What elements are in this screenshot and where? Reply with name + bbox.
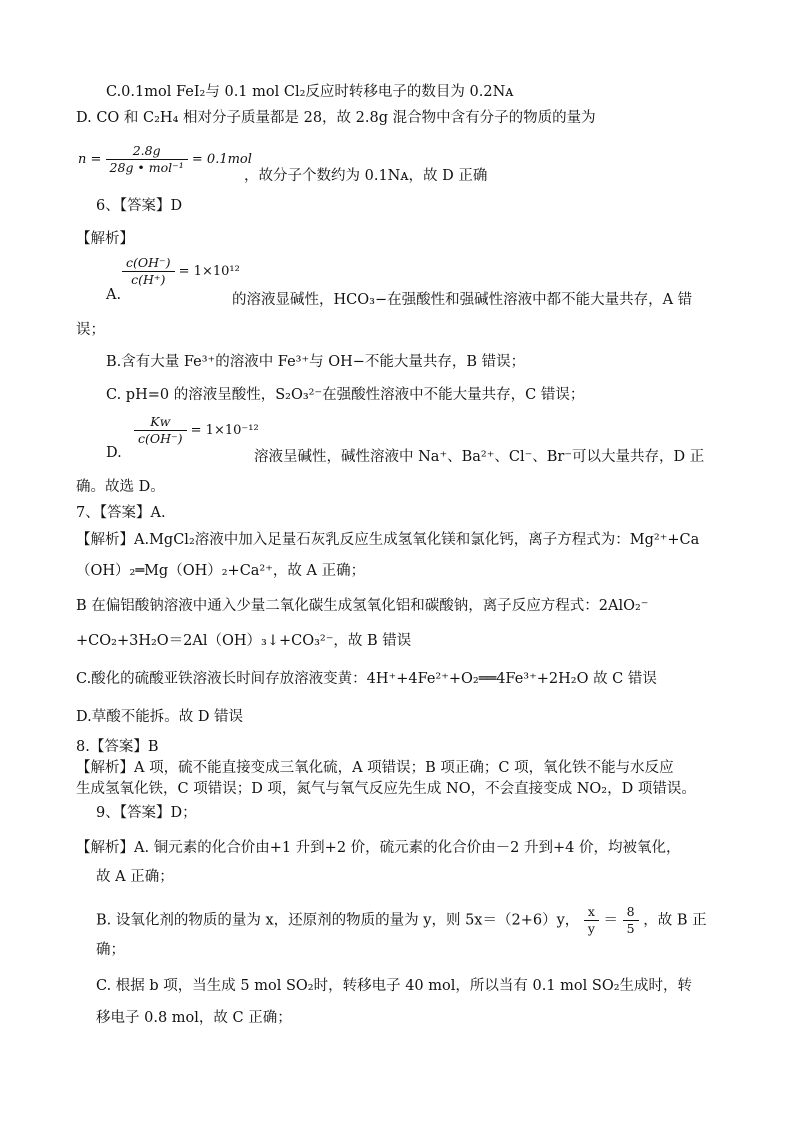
analysis-9c: C. 根据 b 项，当生成 5 mol SO₂时，转移电子 40 mol，所以当有 0.1 mol SO₂生成时，转 — [96, 978, 693, 994]
ratio-xy — [584, 904, 599, 937]
analysis-9b-tail: ，故 B 正 — [643, 912, 707, 929]
option-6d-prefix: D. — [106, 445, 122, 461]
option-6c: C. pH=0 的溶液呈酸性，S₂O₃²⁻在强酸性溶液中不能大量共存，C 错误； — [106, 387, 585, 403]
answer-6: 6、【答案】D — [96, 198, 183, 214]
analysis-9c-cont: 移电子 0.8 mol，故 C 正确； — [96, 1010, 292, 1026]
ratio-value-numerator: 8 — [623, 904, 639, 921]
formula-moles — [78, 143, 252, 176]
analysis-9b-cont: 确； — [96, 942, 125, 958]
analysis-7b: B 在偏铝酸钠溶液中通入少量二氧化碳生成氢氧化铝和碳酸钠，离子反应方程式：2AlO₂⁻ — [76, 598, 649, 614]
analysis-9a: 【解析】A. 铜元素的化合价由+1 升到+2 价，硫元素的化合价由－2 升到+4 价，均被氧化， — [76, 840, 681, 856]
option-6a-prefix: A. — [106, 287, 122, 303]
analysis-7d: D.草酸不能拆。故 D 错误 — [76, 709, 244, 725]
option-6a-text-cont: 误； — [76, 322, 105, 338]
formula-6a-numerator: c(OH⁻) — [122, 255, 175, 272]
option-6b: B.含有大量 Fe³⁺的溶液中 Fe³⁺与 OH−不能大量共存，B 错误； — [106, 354, 526, 370]
analysis-7a-cont: （OH）₂═Mg（OH）₂+Ca²⁺，故 A 正确； — [76, 563, 366, 579]
formula-6a-denominator: c(H⁺) — [131, 272, 166, 287]
analysis-6-header: 【解析】 — [76, 231, 134, 247]
analysis-8: 【解析】A 项，硫不能直接变成三氧化硫，A 项错误；B 项正确；C 项，氧化铁不能与水反应 — [76, 760, 674, 776]
answer-7: 7、【答案】A. — [76, 505, 166, 521]
option-6a-text: 的溶液显碱性，HCO₃−在强酸性和强碱性溶液中都不能大量共存，A 错 — [232, 292, 693, 308]
answer-9: 9、【答案】D； — [96, 805, 197, 821]
ratio-value — [623, 904, 639, 937]
analysis-9b — [96, 904, 707, 937]
analysis-7b-cont: +CO₂+3H₂O＝2Al（OH）₃↓+CO₃²⁻，故 B 错误 — [76, 633, 412, 649]
formula-moles-numerator: 2.8g — [106, 143, 188, 160]
option-6d-text: 溶液呈碱性，碱性溶液中 Na⁺、Ba²⁺、Cl⁻、Br⁻可以大量共存，D 正 — [254, 449, 705, 465]
analysis-7a: 【解析】A.MgCl₂溶液中加入足量石灰乳反应生成氢氧化镁和氯化钙，离子方程式为：Mg²⁺+Ca — [76, 532, 700, 548]
analysis-9b-text: B. 设氧化剂的物质的量为 x，还原剂的物质的量为 y，则 5x＝（2+6）y， — [96, 912, 580, 929]
formula-6d-equals: = 1×10⁻¹² — [190, 423, 259, 438]
formula-moles-left: n = — [78, 152, 102, 167]
line-option-d: D. CO 和 C₂H₄ 相对分子质量都是 28，故 2.8g 混合物中含有分子的物质的量为 — [76, 110, 596, 126]
formula-6a-equals: = 1×10¹² — [178, 264, 240, 279]
ratio-xy-denominator: y — [587, 921, 595, 936]
ratio-value-denominator: 5 — [626, 921, 635, 936]
formula-moles-denominator: 28g • mol⁻¹ — [109, 160, 184, 175]
ratio-equals: ＝ — [603, 912, 619, 929]
formula-moles-right: = 0.1mol — [191, 152, 252, 167]
formula-6d — [134, 414, 259, 447]
formula-6d-denominator: c(OH⁻) — [138, 431, 183, 446]
formula-6d-numerator: Kᴡ — [134, 414, 187, 431]
analysis-9a-cont: 故 A 正确； — [96, 869, 174, 885]
line-option-c: C.0.1mol FeI₂与 0.1 mol Cl₂反应时转移电子的数目为 0.2Nᴀ — [106, 84, 514, 100]
ratio-xy-numerator: x — [584, 904, 599, 921]
formula-6a — [122, 255, 240, 288]
formula-moles-fraction — [106, 143, 188, 176]
analysis-8-cont: 生成氢氧化铁，C 项错误；D 项，氮气与氧气反应先生成 NO，不会直接变成 NO₂，D 项错误。 — [76, 781, 696, 797]
line-molecule-count: ，故分子个数约为 0.1Nᴀ，故 D 正确 — [244, 168, 488, 184]
formula-6a-fraction — [122, 255, 175, 288]
answer-8: 8.【答案】B — [76, 739, 159, 755]
formula-6d-fraction — [134, 414, 187, 447]
analysis-7c: C.酸化的硫酸亚铁溶液长时间存放溶液变黄：4H⁺+4Fe²⁺+O₂══4Fe³⁺+2H₂O 故 C 错误 — [76, 671, 657, 687]
option-6d-text-cont: 确。故选 D。 — [76, 479, 165, 495]
